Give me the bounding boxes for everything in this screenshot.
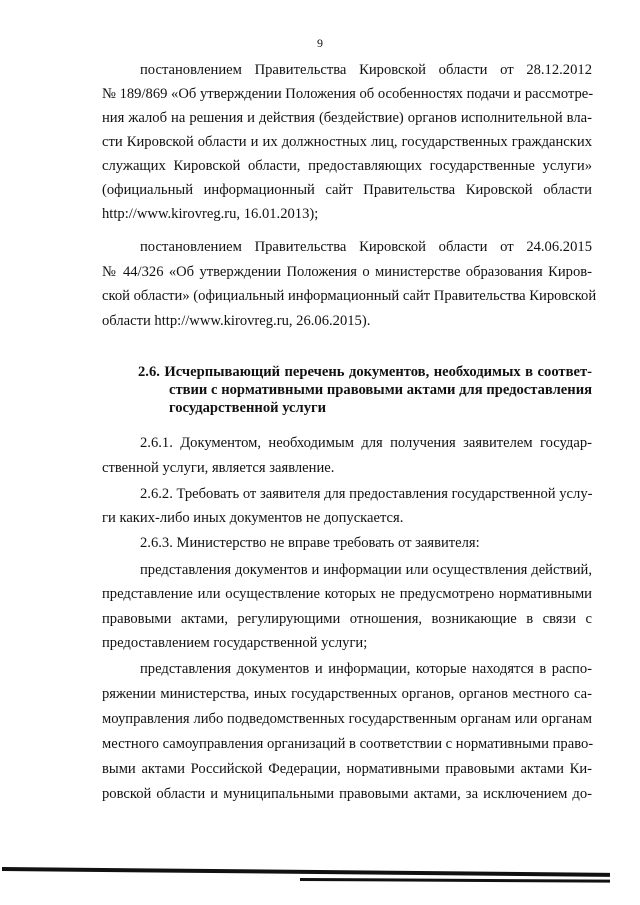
scan-edge-line [300, 878, 610, 883]
paragraph-line: 2.6.1. Документом, необходимым для получения заявителем государ- [140, 435, 592, 451]
paragraph-line: № 44/326 «Об утверждении Положения о министерстве образования Киров- [102, 264, 592, 280]
paragraph-line: ской области» (официальный информационный сайт Правительства Кировской [102, 288, 597, 304]
paragraph-line: представления документов и информации, которые находятся в распо- [140, 661, 592, 677]
paragraph-line: выми актами Российской Федерации, нормативными правовыми актами Ки- [102, 761, 592, 777]
paragraph-line: http://www.kirovreg.ru, 16.01.2013); [102, 206, 319, 222]
paragraph-line: ги каких-либо иных документов не допускается. [102, 510, 404, 526]
paragraph-line: правовыми актами, регулирующими отношения, возникающие в связи с [102, 611, 592, 627]
section-heading: государственной услуги [169, 400, 327, 416]
paragraph-line: области http://www.kirovreg.ru, 26.06.2015). [102, 313, 371, 329]
paragraph-line: ственной услуги, является заявление. [102, 460, 335, 476]
paragraph-line: ряжении министерства, иных государственных органов, органов местного са- [102, 686, 592, 702]
section-heading: 2.6. Исчерпывающий перечень документов, необходимых в соответ- [138, 364, 592, 380]
scan-edge-line [2, 867, 610, 877]
paragraph-line: (официальный информационный сайт Правительства Кировской области [102, 182, 592, 198]
page-number: 9 [317, 36, 323, 50]
paragraph-line: 2.6.2. Требовать от заявителя для предоставления государственной услу- [140, 486, 593, 502]
paragraph-line: предоставлением государственной услуги; [102, 635, 368, 651]
paragraph-line: сти Кировской области и их должностных лиц, государственных гражданских [102, 134, 592, 150]
paragraph-line: местного самоуправления организаций в соответствии с нормативными право- [102, 736, 594, 752]
paragraph-line: постановлением Правительства Кировской области от 28.12.2012 [140, 62, 592, 78]
paragraph-line: представления документов и информации или осуществления действий, [140, 562, 592, 578]
paragraph-line: ровской области и муниципальными правовыми актами, за исключением до- [102, 786, 592, 802]
paragraph-line: № 189/869 «Об утверждении Положения об особенностях подачи и рассмотре- [102, 86, 594, 102]
paragraph-line: представление или осуществление которых не предусмотрено нормативными [102, 586, 592, 602]
paragraph-line: служащих Кировской области, предоставляющих государственные услуги» [102, 158, 592, 174]
paragraph-line: ния жалоб на решения и действия (бездействие) органов исполнительной вла- [102, 110, 592, 126]
section-heading: ствии с нормативными правовыми актами для предоставления [169, 382, 592, 398]
paragraph-line: 2.6.3. Министерство не вправе требовать от заявителя: [140, 535, 480, 551]
paragraph-line: постановлением Правительства Кировской области от 24.06.2015 [140, 239, 592, 255]
paragraph-line: моуправления либо подведомственных государственным органам или органам [102, 711, 592, 727]
